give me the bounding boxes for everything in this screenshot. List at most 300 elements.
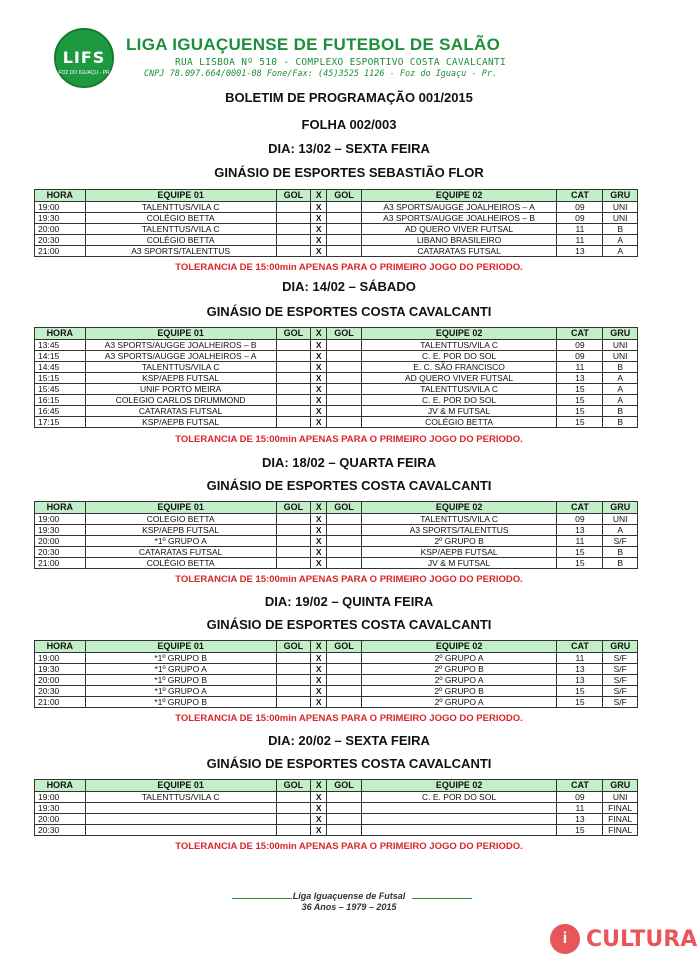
table-row [35, 224, 638, 235]
column-header-gol1: GOL [276, 190, 311, 202]
cell-equipe01: *1º GRUPO B [85, 697, 276, 708]
cell-hora: 20:00 [35, 675, 86, 686]
cell-gol2 [327, 384, 362, 395]
cell-equipe01: *1º GRUPO A [85, 536, 276, 547]
cell-equipe02: C. E. POR DO SOL [361, 351, 557, 362]
cell-gol1 [276, 514, 311, 525]
cell-equipe01: A3 SPORTS/AUGGE JOALHEIROS – B [85, 340, 276, 351]
gym-heading: GINÁSIO DE ESPORTES COSTA CAVALCANTI [206, 304, 492, 319]
cell-gol1 [276, 224, 311, 235]
cell-gol1 [276, 525, 311, 536]
cell-equipe01: UNIF PORTO MEIRA [85, 384, 276, 395]
cell-equipe02 [361, 825, 557, 836]
cell-equipe02: CATARATAS FUTSAL [361, 246, 557, 257]
cell-equipe02: C. E. POR DO SOL [361, 792, 557, 803]
cell-x: X [311, 384, 327, 395]
column-header-x: X [311, 190, 327, 202]
cell-gol2 [327, 547, 362, 558]
cell-hora: 21:00 [35, 246, 86, 257]
cell-gol2 [327, 373, 362, 384]
table-row [35, 558, 638, 569]
gym-heading: GINÁSIO DE ESPORTES COSTA CAVALCANTI [206, 756, 492, 771]
table-header-row [35, 502, 638, 514]
table-row [35, 340, 638, 351]
cell-equipe01: TALENTTUS/VILA C [85, 202, 276, 213]
column-header-gol1: GOL [276, 641, 311, 653]
cultura-logo-icon: i [550, 924, 580, 954]
cell-x: X [311, 395, 327, 406]
cell-x: X [311, 664, 327, 675]
cell-gol2 [327, 351, 362, 362]
cell-gol2 [327, 235, 362, 246]
cell-equipe01: A3 SPORTS/AUGGE JOALHEIROS – A [85, 351, 276, 362]
cell-cat: 15 [557, 406, 603, 417]
cell-cat: 15 [557, 417, 603, 428]
cell-gol1 [276, 384, 311, 395]
table-row [35, 803, 638, 814]
cell-gru: S/F [603, 536, 638, 547]
column-header-equipe01: EQUIPE 01 [85, 190, 276, 202]
cell-equipe01: *1º GRUPO B [85, 675, 276, 686]
cell-x: X [311, 246, 327, 257]
cell-gol1 [276, 235, 311, 246]
cell-equipe02: JV & M FUTSAL [361, 558, 557, 569]
column-header-hora: HORA [35, 641, 86, 653]
cell-gol1 [276, 395, 311, 406]
cell-hora: 20:30 [35, 235, 86, 246]
cell-equipe01 [85, 814, 276, 825]
cell-x: X [311, 351, 327, 362]
contact-line: CNPJ 78.097.664/0001-08 Fone/Fax: (45)3525 1126 - Foz do Iguaçu - Pr. [144, 69, 498, 79]
cell-hora: 21:00 [35, 697, 86, 708]
table-row [35, 686, 638, 697]
cell-equipe01: KSP/AEPB FUTSAL [85, 417, 276, 428]
cell-gru: S/F [603, 653, 638, 664]
cell-cat: 13 [557, 814, 603, 825]
column-header-cat: CAT [557, 502, 603, 514]
column-header-hora: HORA [35, 780, 86, 792]
cell-cat: 13 [557, 675, 603, 686]
cell-x: X [311, 803, 327, 814]
cell-gol2 [327, 558, 362, 569]
cell-gru: UNI [603, 340, 638, 351]
cell-gru: S/F [603, 686, 638, 697]
cell-hora: 21:00 [35, 558, 86, 569]
cell-equipe01: *1º GRUPO B [85, 653, 276, 664]
column-header-gol2: GOL [327, 641, 362, 653]
cell-equipe02: AD QUERO VIVER FUTSAL [361, 224, 557, 235]
cell-x: X [311, 417, 327, 428]
cell-hora: 19:00 [35, 792, 86, 803]
cell-gru: B [603, 224, 638, 235]
table-row [35, 246, 638, 257]
cell-gol2 [327, 814, 362, 825]
logo-subtext: FOZ DO IGUAÇU - PR [58, 70, 110, 76]
cell-gol2 [327, 697, 362, 708]
cell-x: X [311, 213, 327, 224]
cell-equipe02: 2º GRUPO A [361, 697, 557, 708]
column-header-gol2: GOL [327, 328, 362, 340]
cell-equipe02: C. E. POR DO SOL [361, 395, 557, 406]
column-header-equipe02: EQUIPE 02 [361, 641, 557, 653]
cell-gol1 [276, 362, 311, 373]
cell-hora: 14:45 [35, 362, 86, 373]
cell-cat: 09 [557, 514, 603, 525]
cell-gol2 [327, 246, 362, 257]
cell-equipe01: CATARATAS FUTSAL [85, 547, 276, 558]
cell-cat: 11 [557, 653, 603, 664]
league-logo [54, 28, 114, 88]
cell-gol1 [276, 697, 311, 708]
cell-gol1 [276, 675, 311, 686]
cell-cat: 13 [557, 525, 603, 536]
cell-gol2 [327, 792, 362, 803]
cell-hora: 19:00 [35, 514, 86, 525]
cell-equipe02: 2º GRUPO B [361, 664, 557, 675]
cell-x: X [311, 686, 327, 697]
cell-gol1 [276, 825, 311, 836]
cell-gol2 [327, 675, 362, 686]
cell-gol1 [276, 246, 311, 257]
cell-x: X [311, 362, 327, 373]
table-row [35, 514, 638, 525]
cell-x: X [311, 202, 327, 213]
cell-gru: B [603, 406, 638, 417]
column-header-equipe01: EQUIPE 01 [85, 328, 276, 340]
table-header-row [35, 780, 638, 792]
cell-gol1 [276, 547, 311, 558]
cell-equipe02: LIBANO BRASILEIRO [361, 235, 557, 246]
table-row [35, 395, 638, 406]
cell-equipe01: TALENTTUS/VILA C [85, 362, 276, 373]
table-row [35, 653, 638, 664]
cell-hora: 19:30 [35, 525, 86, 536]
cell-gru: UNI [603, 202, 638, 213]
cell-x: X [311, 525, 327, 536]
column-header-x: X [311, 502, 327, 514]
cell-gol2 [327, 202, 362, 213]
cell-cat: 11 [557, 224, 603, 235]
cell-gol2 [327, 686, 362, 697]
day-heading: DIA: 13/02 – SEXTA FEIRA [268, 141, 430, 156]
cell-x: X [311, 235, 327, 246]
cell-x: X [311, 536, 327, 547]
cell-gol1 [276, 803, 311, 814]
cell-x: X [311, 697, 327, 708]
cell-gol2 [327, 825, 362, 836]
cell-gol1 [276, 536, 311, 547]
cell-cat: 15 [557, 558, 603, 569]
cell-cat: 11 [557, 362, 603, 373]
cell-gru: S/F [603, 664, 638, 675]
cell-cat: 15 [557, 686, 603, 697]
cell-gru: B [603, 417, 638, 428]
cell-equipe01: *1º GRUPO A [85, 686, 276, 697]
cell-gol2 [327, 362, 362, 373]
cell-x: X [311, 224, 327, 235]
footer-org: Liga Iguaçuense de Futsal [292, 891, 406, 901]
cultura-watermark [550, 923, 697, 955]
cell-equipe01: COLEGIO CARLOS DRUMMOND [85, 395, 276, 406]
table-row [35, 792, 638, 803]
cell-cat: 15 [557, 384, 603, 395]
cell-cat: 09 [557, 213, 603, 224]
cell-x: X [311, 653, 327, 664]
column-header-gru: GRU [603, 328, 638, 340]
cell-hora: 15:45 [35, 384, 86, 395]
column-header-equipe02: EQUIPE 02 [361, 328, 557, 340]
cell-gol2 [327, 395, 362, 406]
cell-equipe02: A3 SPORTS/AUGGE JOALHEIROS – A [361, 202, 557, 213]
league-name: LIGA IGUAÇUENSE DE FUTEBOL DE SALÃO [126, 35, 501, 54]
day-heading: DIA: 19/02 – QUINTA FEIRA [264, 594, 434, 609]
table-row [35, 814, 638, 825]
cell-gru: S/F [603, 697, 638, 708]
schedule-table [34, 640, 638, 708]
day-heading: DIA: 20/02 – SEXTA FEIRA [268, 733, 430, 748]
column-header-gol2: GOL [327, 502, 362, 514]
cell-cat: 11 [557, 235, 603, 246]
cell-equipe01: COLÉGIO BETTA [85, 558, 276, 569]
cell-equipe01: CATARATAS FUTSAL [85, 406, 276, 417]
tolerance-note: TOLERANCIA DE 15:00min APENAS PARA O PRIMEIRO JOGO DO PERIODO. [175, 713, 523, 724]
cell-gru: FINAL [603, 825, 638, 836]
cell-gol2 [327, 224, 362, 235]
table-header-row [35, 190, 638, 202]
cell-cat: 15 [557, 547, 603, 558]
cell-gol2 [327, 803, 362, 814]
footer-anniversary: 36 Anos – 1979 – 2015 [301, 902, 397, 912]
cell-equipe01: COLÉGIO BETTA [85, 213, 276, 224]
cell-hora: 19:00 [35, 202, 86, 213]
cell-gol1 [276, 340, 311, 351]
cell-gol2 [327, 340, 362, 351]
cell-gol2 [327, 653, 362, 664]
column-header-equipe02: EQUIPE 02 [361, 780, 557, 792]
column-header-gol2: GOL [327, 190, 362, 202]
schedule-table [34, 501, 638, 569]
watermark-text: CULTURA [586, 926, 698, 952]
cell-cat: 11 [557, 803, 603, 814]
gym-heading: GINÁSIO DE ESPORTES COSTA CAVALCANTI [206, 478, 492, 493]
cell-cat: 13 [557, 373, 603, 384]
cell-gru: B [603, 558, 638, 569]
cell-equipe02: 2º GRUPO A [361, 653, 557, 664]
column-header-equipe02: EQUIPE 02 [361, 190, 557, 202]
cell-cat: 09 [557, 202, 603, 213]
cell-x: X [311, 814, 327, 825]
cell-gol2 [327, 417, 362, 428]
cell-equipe01: COLÉGIO BETTA [85, 235, 276, 246]
cell-gru: FINAL [603, 803, 638, 814]
cell-equipe01: COLEGIO BETTA [85, 514, 276, 525]
cell-gol1 [276, 814, 311, 825]
column-header-x: X [311, 780, 327, 792]
cell-gru: A [603, 384, 638, 395]
sheet-number: FOLHA 002/003 [301, 117, 397, 132]
cell-gru: UNI [603, 514, 638, 525]
cell-gol2 [327, 664, 362, 675]
cell-gru: B [603, 362, 638, 373]
column-header-equipe01: EQUIPE 01 [85, 780, 276, 792]
table-row [35, 384, 638, 395]
cell-gol1 [276, 653, 311, 664]
cell-cat: 09 [557, 340, 603, 351]
column-header-gol2: GOL [327, 780, 362, 792]
column-header-gru: GRU [603, 641, 638, 653]
cell-gol2 [327, 406, 362, 417]
cell-cat: 13 [557, 246, 603, 257]
table-header-row [35, 328, 638, 340]
column-header-x: X [311, 328, 327, 340]
cell-equipe02: TALENTTUS/VILA C [361, 514, 557, 525]
table-row [35, 525, 638, 536]
column-header-equipe01: EQUIPE 01 [85, 502, 276, 514]
cell-gol2 [327, 525, 362, 536]
cell-x: X [311, 373, 327, 384]
column-header-x: X [311, 641, 327, 653]
cell-gru: A [603, 235, 638, 246]
cell-equipe01 [85, 825, 276, 836]
cell-hora: 19:30 [35, 213, 86, 224]
cell-gol1 [276, 351, 311, 362]
cell-hora: 19:30 [35, 803, 86, 814]
cell-hora: 20:30 [35, 547, 86, 558]
cell-hora: 16:45 [35, 406, 86, 417]
cell-gol1 [276, 213, 311, 224]
cell-x: X [311, 558, 327, 569]
column-header-gru: GRU [603, 502, 638, 514]
column-header-gru: GRU [603, 190, 638, 202]
cell-x: X [311, 792, 327, 803]
cell-cat: 11 [557, 536, 603, 547]
cell-hora: 20:00 [35, 536, 86, 547]
column-header-equipe02: EQUIPE 02 [361, 502, 557, 514]
cell-equipe01: A3 SPORTS/TALENTTUS [85, 246, 276, 257]
cell-x: X [311, 547, 327, 558]
cell-equipe02 [361, 803, 557, 814]
tolerance-note: TOLERANCIA DE 15:00min APENAS PARA O PRIMEIRO JOGO DO PERIODO. [175, 434, 523, 445]
cell-gru: S/F [603, 675, 638, 686]
address-line: RUA LISBOA Nº 510 - COMPLEXO ESPORTIVO COSTA CAVALCANTI [175, 57, 507, 68]
cell-equipe01: TALENTTUS/VILA C [85, 224, 276, 235]
column-header-gol1: GOL [276, 780, 311, 792]
cell-x: X [311, 675, 327, 686]
column-header-cat: CAT [557, 190, 603, 202]
cell-gru: FINAL [603, 814, 638, 825]
table-row [35, 202, 638, 213]
cell-equipe01 [85, 803, 276, 814]
cell-gru: UNI [603, 792, 638, 803]
cell-equipe01: KSP/AEPB FUTSAL [85, 525, 276, 536]
column-header-gru: GRU [603, 780, 638, 792]
cell-gol1 [276, 664, 311, 675]
cell-equipe02: TALENTTUS/VILA C [361, 340, 557, 351]
table-header-row [35, 641, 638, 653]
cell-equipe02: A3 SPORTS/TALENTTUS [361, 525, 557, 536]
tolerance-note: TOLERANCIA DE 15:00min APENAS PARA O PRIMEIRO JOGO DO PERIODO. [175, 841, 523, 852]
column-header-gol1: GOL [276, 328, 311, 340]
table-row [35, 373, 638, 384]
cell-hora: 20:00 [35, 224, 86, 235]
cell-gru: A [603, 246, 638, 257]
day-heading: DIA: 18/02 – QUARTA FEIRA [261, 455, 437, 470]
cell-x: X [311, 514, 327, 525]
logo-text: LIFS [62, 48, 106, 67]
table-row [35, 417, 638, 428]
cell-hora: 17:15 [35, 417, 86, 428]
table-row [35, 213, 638, 224]
column-header-cat: CAT [557, 328, 603, 340]
tolerance-note: TOLERANCIA DE 15:00min APENAS PARA O PRIMEIRO JOGO DO PERIODO. [175, 574, 523, 585]
cell-equipe01: KSP/AEPB FUTSAL [85, 373, 276, 384]
gym-heading: GINÁSIO DE ESPORTES COSTA CAVALCANTI [206, 617, 492, 632]
cell-hora: 15:15 [35, 373, 86, 384]
cell-hora: 20:30 [35, 686, 86, 697]
schedule-table [34, 779, 638, 836]
gym-heading: GINÁSIO DE ESPORTES SEBASTIÃO FLOR [214, 165, 484, 180]
cell-gol1 [276, 558, 311, 569]
tolerance-note: TOLERANCIA DE 15:00min APENAS PARA O PRIMEIRO JOGO DO PERIODO. [175, 262, 523, 273]
day-heading: DIA: 14/02 – SÁBADO [282, 279, 416, 294]
cell-cat: 15 [557, 697, 603, 708]
cell-gru: A [603, 395, 638, 406]
cell-gol1 [276, 373, 311, 384]
cell-equipe02: AD QUERO VIVER FUTSAL [361, 373, 557, 384]
cell-gol1 [276, 417, 311, 428]
cell-equipe02: 2º GRUPO A [361, 675, 557, 686]
cell-equipe02: 2º GRUPO B [361, 686, 557, 697]
cell-x: X [311, 406, 327, 417]
column-header-hora: HORA [35, 328, 86, 340]
table-row [35, 351, 638, 362]
schedule-table [34, 189, 638, 257]
cell-gru: UNI [603, 213, 638, 224]
table-row [35, 825, 638, 836]
column-header-cat: CAT [557, 780, 603, 792]
table-row [35, 664, 638, 675]
table-row [35, 536, 638, 547]
cell-gru: A [603, 525, 638, 536]
cell-cat: 13 [557, 664, 603, 675]
table-row [35, 362, 638, 373]
cell-equipe02: JV & M FUTSAL [361, 406, 557, 417]
cell-cat: 15 [557, 825, 603, 836]
cell-gol2 [327, 514, 362, 525]
cell-hora: 14:15 [35, 351, 86, 362]
bulletin-title: BOLETIM DE PROGRAMAÇÃO 001/2015 [225, 90, 473, 105]
table-row [35, 675, 638, 686]
cell-equipe02: E. C. SÃO FRANCISCO [361, 362, 557, 373]
cell-cat: 09 [557, 351, 603, 362]
cell-equipe02: A3 SPORTS/AUGGE JOALHEIROS – B [361, 213, 557, 224]
cell-equipe01: TALENTTUS/VILA C [85, 792, 276, 803]
table-row [35, 697, 638, 708]
cell-cat: 15 [557, 395, 603, 406]
cell-gru: UNI [603, 351, 638, 362]
cell-gru: B [603, 547, 638, 558]
cell-equipe02: TALENTTUS/VILA C [361, 384, 557, 395]
column-header-hora: HORA [35, 502, 86, 514]
cell-hora: 16:15 [35, 395, 86, 406]
cell-equipe02: 2º GRUPO B [361, 536, 557, 547]
cell-hora: 20:30 [35, 825, 86, 836]
cell-gru: A [603, 373, 638, 384]
schedule-table [34, 327, 638, 428]
cell-gol1 [276, 406, 311, 417]
cell-equipe02: KSP/AEPB FUTSAL [361, 547, 557, 558]
cell-x: X [311, 340, 327, 351]
